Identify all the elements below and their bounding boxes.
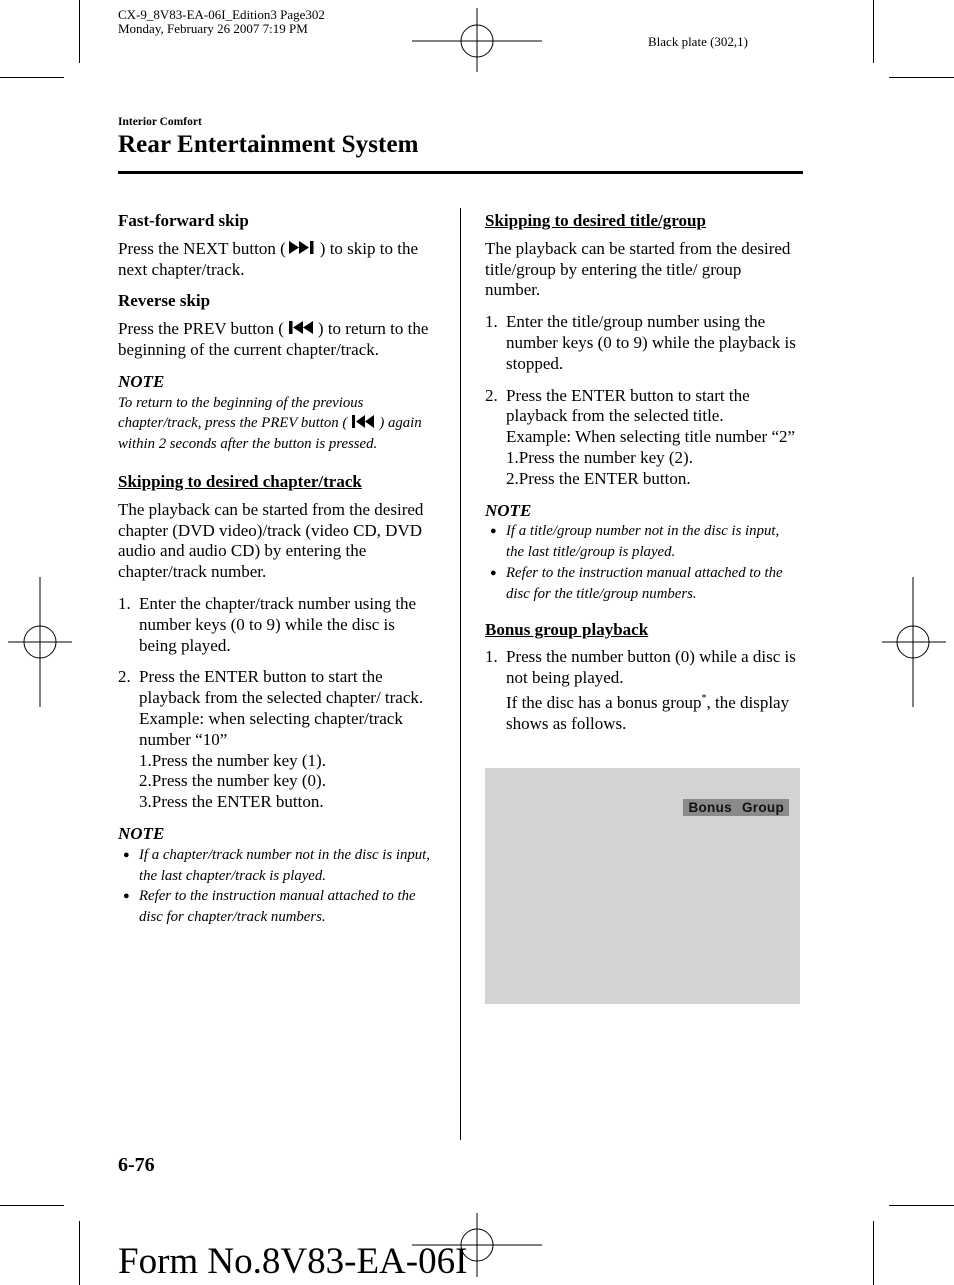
note-text: To return to the beginning of the previous chapter/track, press the PREV button ( ) again within 2 seconds after the button is pressed. [118, 394, 422, 453]
registration-mark-icon [412, 8, 542, 72]
bullet-icon: ● [123, 848, 130, 861]
left-column [118, 211, 436, 928]
column-divider [460, 208, 461, 1140]
reverse-skip-heading: Reverse skip [118, 291, 211, 311]
list-item: 2. Press the ENTER button to start the playback from the selected title. Example: When selecting title number “2” 1.Press the number key (2). 2.Press the ENTER button. [485, 385, 796, 488]
reverse-skip-text: Press the PREV button ( ) to return to the beginning of the current chapter/track. [118, 319, 429, 359]
fast-forward-text: Press the NEXT button ( ) to skip to the next chapter/track. [118, 238, 419, 279]
title-rule [118, 171, 803, 174]
bullet-icon: ● [123, 890, 130, 903]
right-column [485, 211, 800, 746]
crop-mark [0, 1205, 64, 1206]
crop-mark [79, 0, 80, 63]
list-item: 1. Enter the title/group number using the number keys (0 to 9) while the playback is stopped. [485, 312, 796, 373]
list-item: 2. Press the ENTER button to start the playback from the selected chapter/ track. Example: when selecting chapter/track number “10” 1.Press the number key (1). 2.Press the number key (0). 3.Press the ENTER button. [118, 667, 424, 812]
crop-mark [0, 77, 64, 78]
print-info-file: CX-9_8V83-EA-06I_Edition3 Page302 [118, 7, 325, 22]
crop-mark [873, 0, 874, 63]
prev-track-icon [284, 319, 318, 336]
prev-track-icon [347, 414, 379, 429]
bullet-icon: ● [490, 566, 497, 579]
title-skip-text: The playback can be started from the desired title/group by entering the title/ group number. [485, 238, 791, 300]
section-label: Interior Comfort [118, 116, 202, 128]
form-number: Form No.8V83-EA-06I [118, 1241, 468, 1282]
crop-mark [889, 1205, 954, 1206]
next-track-icon [286, 239, 320, 256]
print-info [118, 8, 325, 36]
page-title: Rear Entertainment System [118, 131, 419, 158]
fast-forward-heading: Fast-forward skip [118, 211, 249, 230]
page-number: 6-76 [118, 1154, 155, 1176]
plate-label: Black plate (302,1) [648, 34, 748, 49]
note-heading: NOTE [118, 371, 165, 391]
bonus-group-indicator: Bonus Group [683, 799, 789, 816]
note-bullet: ● Refer to the instruction manual attached to the disc for chapter/track numbers. [118, 886, 436, 928]
crop-mark [79, 1221, 80, 1285]
print-info-date: Monday, February 26 2007 7:19 PM [118, 21, 308, 36]
crop-mark [873, 1221, 874, 1285]
note-heading: NOTE [485, 500, 532, 520]
note-heading: NOTE [118, 823, 165, 843]
list-item: 1. Press the number button (0) while a disc is not being played. If the disc has a bonus group*, the display shows as follows. [485, 647, 796, 733]
registration-mark-icon [8, 577, 72, 707]
crop-mark [889, 77, 954, 78]
list-item: 1. Enter the chapter/track number using the number keys (0 to 9) while the disc is being played. [118, 593, 417, 655]
note-bullet: ● Refer to the instruction manual attached to the disc for the title/group numbers. [485, 563, 800, 605]
registration-mark-icon [882, 577, 946, 707]
bullet-icon: ● [490, 525, 497, 538]
screen-display-illustration [485, 768, 800, 1004]
bonus-group-heading: Bonus group playback [485, 619, 649, 639]
title-skip-heading: Skipping to desired title/group [485, 211, 706, 230]
note-bullet: ● If a chapter/track number not in the disc is input, the last chapter/track is played. [118, 845, 436, 887]
note-bullet: ● If a title/group number not in the disc is input, the last title/group is played. [485, 521, 800, 563]
chapter-skip-text: The playback can be started from the desired chapter (DVD video)/track (video CD, DVD audio and audio CD) by entering the chapter/track number. [118, 499, 424, 582]
chapter-skip-heading: Skipping to desired chapter/track [118, 471, 362, 491]
